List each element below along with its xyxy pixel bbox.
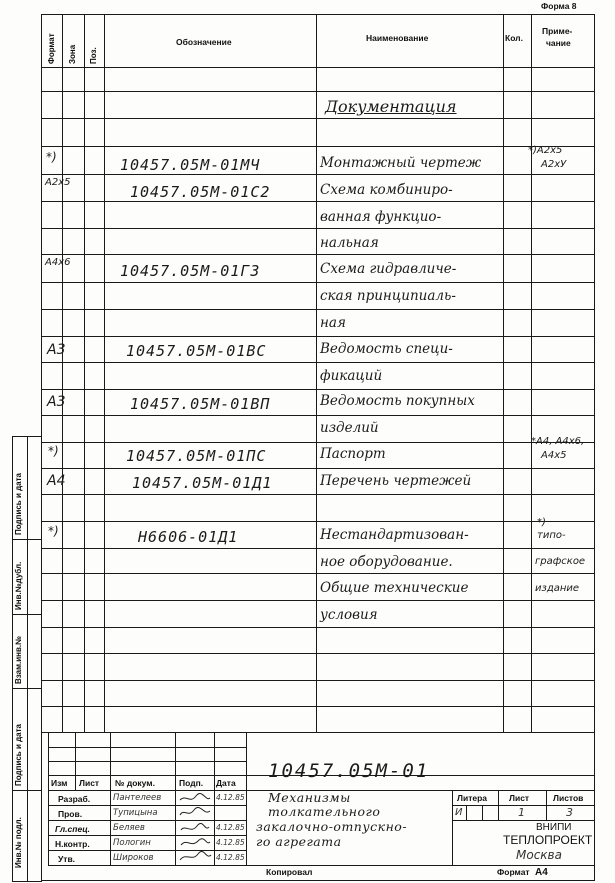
header-format: Формат	[47, 33, 56, 64]
role-5: Утв.	[58, 854, 76, 864]
side-inv-podl: Инв.№ подл.	[14, 817, 23, 868]
tb-vline	[466, 805, 467, 820]
litera-value: И	[455, 807, 463, 818]
title-line-4: го агрегата	[256, 834, 342, 849]
signature-5	[180, 851, 211, 860]
tb-line	[48, 761, 246, 762]
role-3: Гл.спец.	[55, 824, 91, 834]
side-line	[12, 790, 42, 791]
role-1: Разраб.	[58, 794, 91, 804]
row8-name-4: условия	[320, 607, 378, 623]
org-line-2: ТЕПЛОПРОЕКТ	[503, 833, 593, 847]
row2-designation: 10457.05М-01С2	[130, 183, 271, 201]
tb-vline	[214, 732, 215, 865]
name-4: Пологин	[113, 838, 151, 848]
row-line	[41, 521, 594, 522]
row-line	[41, 468, 594, 469]
row2-name-3: нальная	[320, 235, 379, 251]
date-5: 4.12.85	[216, 853, 245, 862]
name-5: Широков	[113, 853, 154, 863]
row-line	[41, 201, 594, 202]
row3-name-1: Схема гидравличе-	[320, 261, 457, 277]
sheets-value: 3	[566, 806, 573, 819]
header-designation: Обозначение	[176, 37, 232, 47]
tb-line	[48, 835, 246, 836]
date-3: 4.12.85	[216, 823, 245, 832]
row8-note-2: типо-	[537, 530, 566, 541]
signature-1	[180, 793, 210, 800]
row1-designation: 10457.05М-01МЧ	[120, 156, 261, 174]
col-divider	[84, 14, 85, 732]
header-pos: Поз.	[89, 47, 98, 64]
header-bottom-line	[41, 67, 594, 68]
side-strip-inner	[27, 436, 28, 881]
sheet-value: 1	[518, 806, 525, 819]
tb-line	[452, 820, 594, 821]
tb-vline	[246, 732, 247, 865]
table-bottom-line	[41, 732, 594, 733]
header-note-1: Приме-	[542, 26, 573, 36]
row5-name-2: изделий	[320, 420, 379, 436]
name-1: Пантелеев	[113, 793, 162, 803]
side-vzam-inv: Взам.инв.№	[14, 635, 23, 684]
row5-format: A3	[47, 394, 66, 410]
tb-vline	[110, 732, 111, 865]
org-city: Москва	[516, 848, 562, 862]
row-line	[41, 336, 594, 337]
side-line	[12, 436, 42, 437]
row5-name-1: Ведомость покупных	[320, 393, 475, 409]
col-divider	[503, 14, 504, 732]
role-4: Н.контр.	[55, 839, 90, 849]
col-docnum: № докум.	[115, 778, 155, 788]
footer-copied: Копировал	[266, 867, 313, 877]
row-line	[41, 706, 594, 707]
row4-designation: 10457.05М-01ВС	[126, 342, 267, 360]
row-line	[41, 362, 594, 363]
side-line	[12, 688, 42, 689]
tb-vline	[75, 732, 76, 790]
signature-2	[180, 807, 210, 815]
side-sign-date-2: Подпись и дата	[14, 724, 23, 786]
side-line	[12, 539, 42, 540]
tb-vline	[482, 805, 483, 820]
date-4: 4.12.85	[216, 838, 245, 847]
row1-note-2: A2xУ	[541, 159, 567, 170]
row-line	[41, 494, 594, 495]
footer-format: Формат	[497, 867, 530, 877]
row8-name-1: Нестандартизован-	[320, 527, 469, 543]
frame-right-line	[594, 14, 595, 881]
sheet-label: Лист	[509, 793, 530, 803]
name-3: Беляев	[113, 823, 145, 833]
row6-name-1: Паспорт	[320, 446, 386, 462]
row3-format: A4x6	[45, 257, 71, 268]
side-sign-date-1: Подпись и дата	[14, 473, 23, 535]
col-izm: Изм	[51, 778, 68, 788]
side-line	[12, 881, 42, 882]
row-line	[41, 653, 594, 654]
row-line	[41, 309, 594, 310]
signatures	[176, 790, 214, 865]
row3-name-2: ская принципиаль-	[320, 288, 456, 304]
tb-line	[48, 805, 246, 806]
role-2: Пров.	[58, 809, 83, 819]
row8-name-2: ное оборудование.	[320, 554, 453, 570]
frame-bottom-line	[41, 880, 594, 881]
tb-line	[48, 850, 246, 851]
footer-format-value: А4	[535, 867, 548, 878]
row3-designation: 10457.05М-01Г3	[120, 262, 261, 280]
col-list: Лист	[79, 778, 100, 788]
frame-left-line	[41, 14, 42, 881]
row4-name-1: Ведомость специ-	[320, 341, 453, 357]
row-line	[41, 146, 594, 147]
row-line	[41, 118, 594, 119]
row-line	[41, 91, 594, 92]
row7-name-1: Перечень чертежей	[320, 473, 472, 489]
row3-name-3: ная	[320, 315, 346, 331]
tb-line	[48, 865, 594, 866]
row1-format: *)	[46, 150, 57, 164]
header-zone: Зона	[68, 44, 77, 64]
row6-designation: 10457.05М-01ПС	[126, 447, 267, 465]
row2-format: A2x5	[45, 177, 71, 188]
tb-line	[48, 747, 246, 748]
col-sign: Подп.	[179, 778, 204, 788]
row6-note-2: A4x5	[541, 450, 567, 461]
row8-designation: Н6606-01Д1	[138, 528, 239, 546]
date-1: 4.12.85	[216, 793, 245, 802]
col-divider	[62, 14, 63, 732]
row8-note-3: графское	[535, 556, 586, 567]
side-inv-dubl: Инв.№дубл.	[14, 561, 23, 610]
row5-designation: 10457.05М-01ВП	[130, 395, 271, 413]
row-line	[41, 282, 594, 283]
row4-format: A3	[47, 342, 66, 358]
sheets-label: Листов	[553, 793, 584, 803]
signature-3	[181, 823, 209, 830]
header-name: Наименование	[366, 33, 429, 43]
row-line	[41, 415, 594, 416]
row-line	[41, 174, 594, 175]
row-line	[41, 627, 594, 628]
title-line-3: закалочно-отпускно-	[256, 819, 408, 834]
row-line	[41, 228, 594, 229]
row2-name-1: Схема комбиниро-	[320, 182, 453, 198]
row6-format: *)	[48, 444, 59, 458]
col-date: Дата	[216, 778, 236, 788]
row2-name-2: ванная функцио-	[320, 209, 442, 225]
row8-format: *)	[48, 524, 59, 538]
row1-name-1: Монтажный чертеж	[320, 155, 482, 171]
side-strip-outer	[12, 436, 13, 881]
row4-name-2: фикаций	[320, 368, 383, 384]
row8-name-3: Общие технические	[320, 580, 469, 596]
signature-4	[181, 839, 210, 845]
row8-note-4: издание	[535, 583, 580, 594]
row6-note-1: *A4, A4x6,	[531, 436, 585, 447]
row8-note-1: *)	[537, 517, 546, 528]
form-label: Форма 8	[541, 1, 577, 11]
col-divider	[104, 14, 105, 732]
name-2: Тупицына	[113, 808, 158, 818]
side-line	[12, 614, 42, 615]
row7-designation: 10457.05М-01Д1	[132, 474, 273, 492]
row-line	[41, 389, 594, 390]
litera-label: Литера	[457, 793, 487, 803]
header-note-2: чание	[546, 38, 571, 48]
header-qty: Кол.	[505, 33, 523, 43]
col-divider	[531, 14, 532, 732]
row1-note-1: *)A2x5	[528, 145, 563, 156]
doc-number: 10457.05М-01	[268, 760, 430, 782]
title-line-1: Механизмы	[268, 790, 351, 805]
tb-vline	[48, 732, 49, 865]
row-line	[41, 573, 594, 574]
row-line	[41, 548, 594, 549]
title-line-2: толкательного	[268, 804, 381, 819]
row7-format: A4	[47, 473, 66, 489]
frame-top-line	[41, 14, 594, 15]
section-title: Документация	[325, 97, 457, 116]
org-line-1: ВНИПИ	[536, 822, 572, 833]
row-line	[41, 600, 594, 601]
col-divider	[316, 14, 317, 732]
row-line	[41, 254, 594, 255]
tb-line	[48, 820, 246, 821]
row-line	[41, 680, 594, 681]
tb-vline	[452, 790, 453, 865]
row-line	[41, 442, 594, 443]
